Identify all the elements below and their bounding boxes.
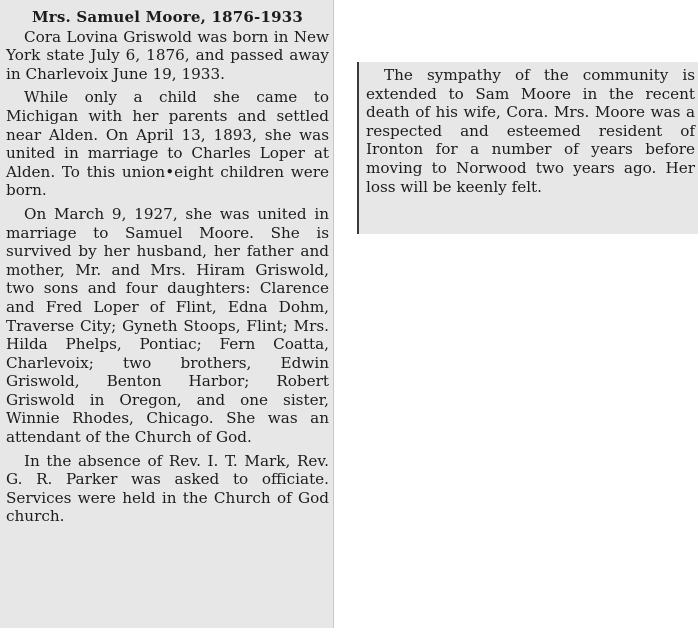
obituary-column bbox=[6, 8, 329, 526]
obituary-paragraph-survivors: On March 9, 1927, she was united in marriage to Samuel Moore. She is survived by her husband, her father and mother, Mr. and Mrs. Hiram Griswold, two sons and four daughters: Clarence and Fred Loper of Flint, Edna Dohm, Traverse City; Gyneth Stoops, Flint; Mrs. Hilda Phelps, Pontiac; Fern Coatta, Charlevoix; two brothers, Edwin Griswold, Benton Harbor; Robert Griswold in Oregon, and one sister, Winnie Rhodes, Chicago. She was an attendant of the Church of God. bbox=[6, 204, 329, 447]
obituary-clipping bbox=[0, 0, 334, 628]
obituary-paragraph-services: In the absence of Rev. I. T. Mark, Rev. G. R. Parker was asked to officiate. Services were held in the Church of God church. bbox=[6, 451, 329, 526]
obituary-headline: Mrs. Samuel Moore, 1876-1933 bbox=[31, 8, 303, 26]
obituary-paragraph-first-marriage: While only a child she came to Michigan with her parents and settled near Alden. On April 13, 1893, she was united in marriage to Charles Loper at Alden. To this union•eight children were born. bbox=[6, 88, 329, 200]
sympathy-notice-column bbox=[366, 66, 695, 196]
sympathy-notice-clipping bbox=[357, 62, 698, 234]
obituary-paragraph-birth: Cora Lovina Griswold was born in New York state July 6, 1876, and passed away in Charlevoix June 19, 1933. bbox=[6, 27, 329, 83]
sympathy-notice-paragraph: The sympathy of the community is extended to Sam Moore in the recent death of his wife, Cora. Mrs. Moore was a respected and esteemed resident of Ironton for a number of years before moving to Norwood two years ago. Her loss will be keenly felt. bbox=[366, 66, 695, 196]
